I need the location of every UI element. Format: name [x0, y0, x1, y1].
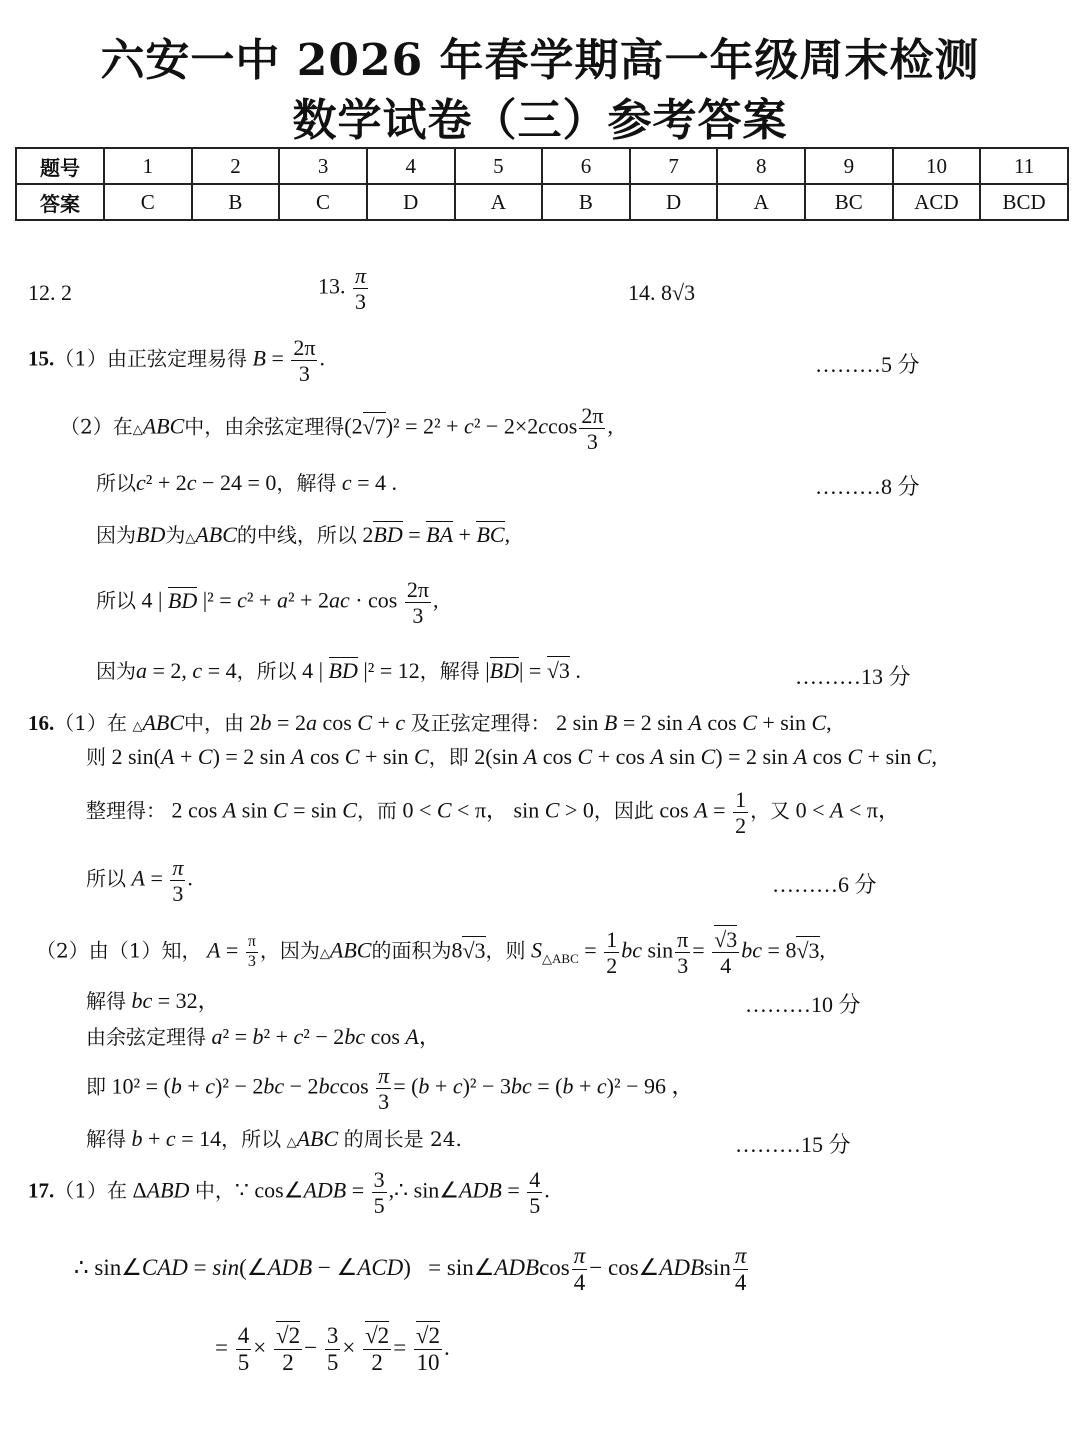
score-mark: ………6 分: [772, 872, 877, 897]
table-cell: 6: [542, 148, 630, 184]
table-cell: 5: [455, 148, 543, 184]
row-label-answer: 答案: [16, 184, 104, 220]
table-cell: BC: [805, 184, 893, 220]
q16-line8: 即 10² = (b + c)² − 2bc − 2bccos $\frac{\pi}{3}$ = (b + c)² − 3bc = (b + c)² − 96 ，: [86, 1063, 694, 1115]
table-cell: 2: [192, 148, 280, 184]
q16-line4: 所以 A = $\frac{\pi}{3}$ .: [86, 855, 193, 907]
score-mark: ………13 分: [795, 664, 911, 689]
q17-line2: ∴ sin∠CAD = sin(∠ADB − ∠ACD) = sin∠ADBcos $\frac{\pi}{4}$ − cos∠ADBsin $\frac{\pi}{4}$: [74, 1243, 747, 1296]
table-cell: D: [367, 184, 455, 220]
q15-part1: 15.（1）由正弦定理易得 B = $\frac{2\pi}{3}$ .: [28, 335, 325, 387]
q16-line6: 解得 bc = 32，: [86, 988, 220, 1013]
score-mark: ………10 分: [745, 992, 861, 1017]
table-cell: 10: [893, 148, 981, 184]
answer-q13: 13. $\frac{\pi}{3}$: [318, 263, 367, 315]
table-cell: 11: [980, 148, 1068, 184]
q15-line2: 所以c² + 2c − 24 = 0，解得 c = 4 .: [96, 470, 398, 495]
q17-line3: = $\frac{4}{5}$ × $\frac{√2}{2}$ − $\frac{3}{5}$ × $\frac{√2}{2}$ = $\frac{√2}{10}$ .: [215, 1323, 450, 1376]
answer-row: [16, 184, 1068, 220]
q15-line4: 所以 4 | BD |² = c² + a² + 2ac · cos $\frac{2\pi}{3}$ ,: [96, 577, 439, 629]
table-cell: ACD: [893, 184, 981, 220]
table-cell: 3: [279, 148, 367, 184]
q16-part2: （2）由（1）知， A = $\frac{\pi}{3}$ ，因为△ABC的面积为8√3，则 $S_{\triangle ABC}$ = $\frac{1}{2}$ bc sin $\frac{\pi}{3}$ = $\frac{√3}{4}$ bc = 8√3,: [36, 927, 826, 979]
question-number-row: [16, 148, 1068, 184]
table-cell: C: [104, 184, 192, 220]
q16-line3: 整理得： 2 cos A sin C = sin C，而 0 < C < π， sin C > 0，因此 cos A = $\frac{1}{2}$ ，又 0 < A < π，: [86, 787, 900, 839]
table-cell: 1: [104, 148, 192, 184]
q16-line7: 由余弦定理得 a² = b² + c² − 2bc cos A，: [86, 1024, 441, 1049]
score-mark: ………5 分: [815, 352, 920, 377]
q17-part1: 17.（1）在 ΔABD 中，∵ cos∠ADB = $\frac{3}{5}$ ,∴ sin∠ADB = $\frac{4}{5}$ .: [28, 1167, 550, 1219]
q15-part2: （2）在△ABC中，由余弦定理得(2√7)² = 2² + c² − 2×2ccos $\frac{2\pi}{3}$ ,: [60, 403, 613, 455]
q15-line5: 因为a = 2, c = 4，所以 4 | BD |² = 12，解得 |BD| = √3 .: [96, 658, 581, 683]
score-mark: ………15 分: [735, 1132, 851, 1157]
q15-line3: 因为BD为△ABC的中线，所以 2BD = BA + BC,: [96, 522, 511, 547]
table-cell: A: [717, 184, 805, 220]
table-cell: 8: [717, 148, 805, 184]
answer-table: [15, 147, 1069, 221]
table-cell: A: [455, 184, 543, 220]
row-label-number: 题号: [16, 148, 104, 184]
answer-q12: 12. 2: [28, 280, 72, 305]
score-mark: ………8 分: [815, 474, 920, 499]
table-cell: BCD: [980, 184, 1068, 220]
answer-q14: 14. 8√3: [628, 280, 696, 305]
q16-line9: 解得 b + c = 14，所以 △ABC 的周长是 24.: [86, 1126, 462, 1151]
q16-part1: 16.（1）在 △ABC中，由 2b = 2a cos C + c 及正弦定理得： 2 sin B = 2 sin A cos C + sin C,: [28, 710, 832, 735]
table-cell: 7: [630, 148, 718, 184]
table-cell: B: [542, 184, 630, 220]
table-cell: B: [192, 184, 280, 220]
page-title: 六安一中 2026 年春学期高一年级周末检测: [100, 35, 980, 86]
page-subtitle: 数学试卷（三）参考答案: [292, 95, 788, 146]
table-cell: 9: [805, 148, 893, 184]
table-cell: 4: [367, 148, 455, 184]
q16-line2: 则 2 sin(A + C) = 2 sin A cos C + sin C，即 2(sin A cos C + cos A sin C) = 2 sin A cos C + sin C,: [86, 744, 937, 769]
table-cell: C: [279, 184, 367, 220]
table-cell: D: [630, 184, 718, 220]
